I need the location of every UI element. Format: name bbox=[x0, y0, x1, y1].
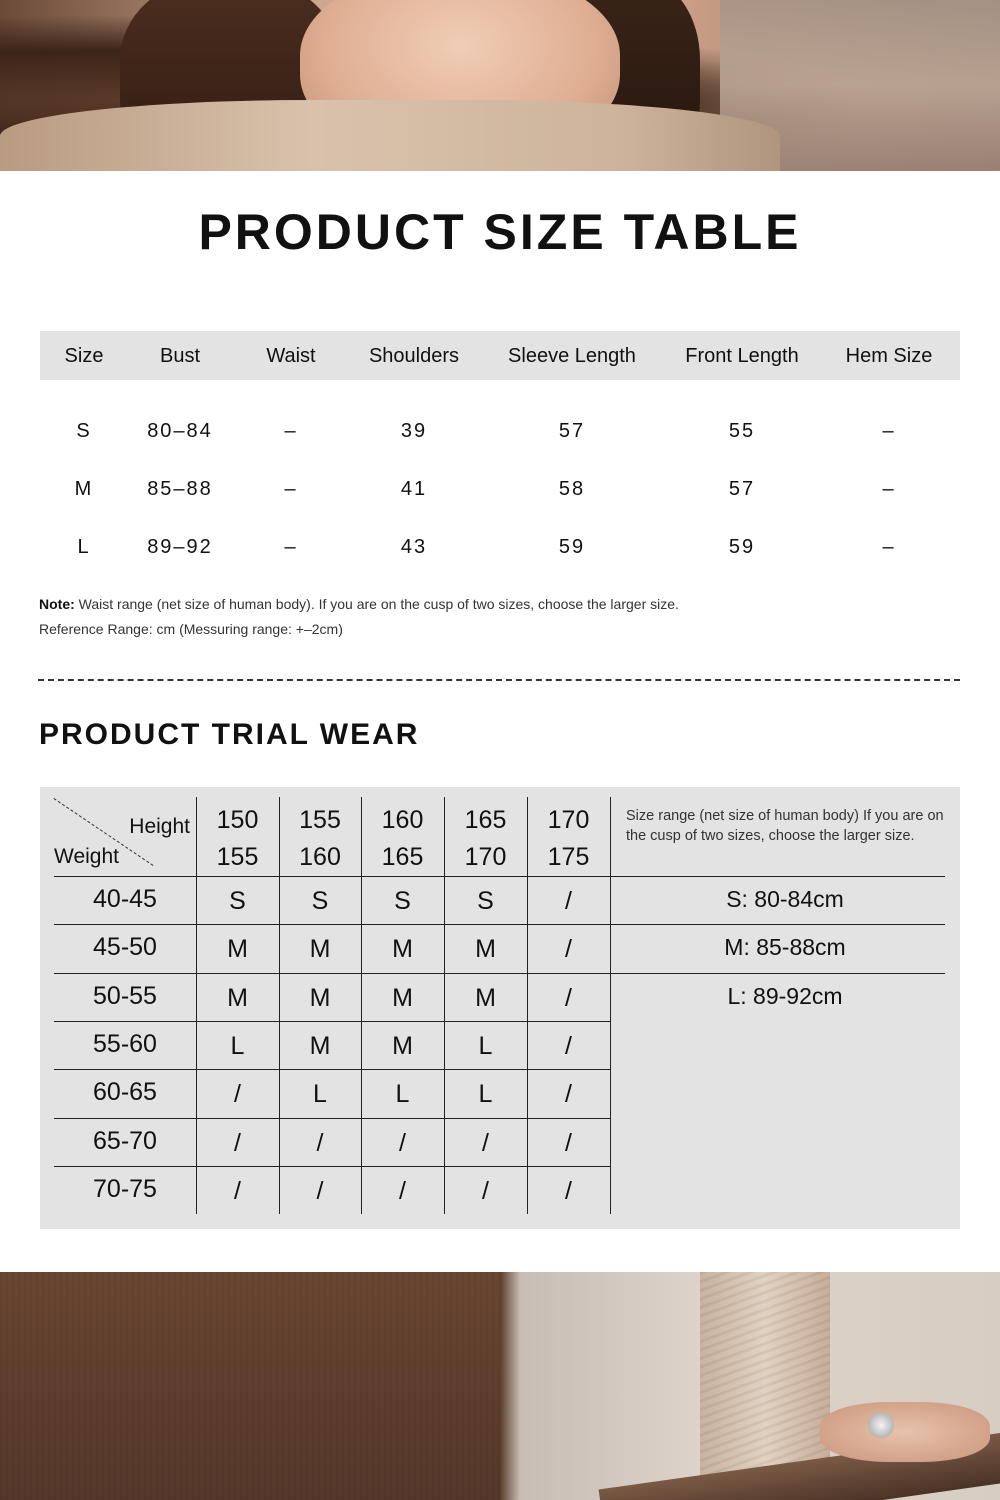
height-range-160 bbox=[361, 802, 444, 876]
weight-range: 65-70 bbox=[93, 1126, 157, 1155]
recommended-size-cell: L bbox=[313, 1080, 327, 1109]
section-divider bbox=[38, 679, 960, 681]
size-cell-sleeve-length: 57 bbox=[558, 420, 586, 442]
recommended-size-cell: / bbox=[399, 1176, 406, 1205]
recommended-size-cell: M bbox=[227, 983, 248, 1012]
recommended-size-cell: S bbox=[229, 887, 246, 915]
corner-height-label: Height bbox=[129, 815, 190, 838]
weight-range: 40-45 bbox=[93, 885, 157, 913]
recommended-size-cell: / bbox=[316, 1176, 324, 1205]
grid-hline bbox=[54, 924, 610, 925]
header-shoulders: Shoulders bbox=[368, 345, 460, 367]
size-cell-shoulders: 39 bbox=[400, 420, 428, 442]
header-sleeve-length: Sleeve Length bbox=[508, 345, 636, 367]
header-waist: Waist bbox=[266, 345, 316, 367]
size-cell-size: S bbox=[76, 420, 92, 442]
recommended-size-cell: / bbox=[482, 1176, 489, 1205]
note-text: Waist range (net size of human body). If you are on the cusp of two sizes, choose the larger size. bbox=[74, 596, 679, 612]
recommended-size-cell: / bbox=[234, 1176, 241, 1205]
reference-range: Reference Range: cm (Messuring range: +–2cm) bbox=[39, 621, 343, 637]
grid-hline bbox=[54, 876, 610, 877]
grid-hline bbox=[54, 1118, 610, 1119]
recommended-size-cell: / bbox=[399, 1128, 406, 1157]
grid-hline bbox=[54, 973, 610, 974]
recommended-size-cell: M bbox=[227, 935, 248, 964]
recommended-size-cell: / bbox=[234, 1080, 241, 1109]
height-range-155 bbox=[279, 802, 361, 876]
recommended-size-cell: L bbox=[478, 1080, 493, 1109]
size-cell-front-length: 57 bbox=[728, 478, 756, 500]
size-range-text: S: 80-84cm bbox=[726, 886, 844, 912]
size-cell-bust: 80–84 bbox=[147, 420, 213, 442]
recommended-size-cell: M bbox=[309, 1031, 331, 1060]
recommended-size-cell: L bbox=[395, 1080, 410, 1109]
weight-range: 50-55 bbox=[93, 981, 157, 1010]
recommended-size-cell: M bbox=[392, 1031, 413, 1060]
recommended-size-cell: / bbox=[565, 983, 572, 1012]
grid-hline bbox=[54, 1069, 610, 1070]
size-cell-front-length: 59 bbox=[728, 536, 756, 558]
recommended-size-cell: / bbox=[316, 1128, 324, 1157]
height-range-top: 160 bbox=[381, 806, 424, 834]
recommended-size-cell: M bbox=[392, 983, 413, 1012]
size-range-hline bbox=[610, 876, 945, 877]
size-cell-waist: – bbox=[284, 536, 298, 558]
height-range-bottom: 165 bbox=[381, 843, 424, 871]
size-cell-waist: – bbox=[284, 420, 298, 442]
recommended-size-cell: / bbox=[565, 935, 572, 964]
recommended-size-cell: / bbox=[565, 1031, 572, 1060]
recommended-size-cell: / bbox=[482, 1128, 489, 1157]
size-cell-hem-size: – bbox=[882, 478, 896, 500]
size-range-text: M: 85-88cm bbox=[724, 934, 846, 961]
header-front-length: Front Length bbox=[685, 345, 799, 367]
recommended-size-cell: L bbox=[478, 1031, 493, 1060]
weight-range: 55-60 bbox=[93, 1029, 157, 1058]
note-label: Note: bbox=[39, 596, 75, 612]
header-bust: Bust bbox=[159, 345, 201, 367]
recommended-size-cell: / bbox=[234, 1128, 241, 1157]
recommended-size-cell: M bbox=[309, 935, 331, 964]
size-range-hline bbox=[610, 973, 945, 974]
size-cell-size: L bbox=[77, 536, 91, 558]
recommended-size-cell: / bbox=[565, 1128, 572, 1157]
size-cell-bust: 89–92 bbox=[147, 536, 213, 558]
recommended-size-cell: M bbox=[475, 935, 496, 964]
recommended-size-cell: / bbox=[565, 1080, 572, 1109]
corner-weight-label: Weight bbox=[54, 845, 119, 868]
height-range-bottom: 155 bbox=[216, 843, 259, 871]
size-range-hline bbox=[610, 924, 945, 925]
recommended-size-cell: L bbox=[230, 1031, 245, 1060]
size-cell-hem-size: – bbox=[882, 420, 896, 442]
bottom-product-photo bbox=[0, 1272, 1000, 1500]
size-range-text: L: 89-92cm bbox=[727, 982, 843, 1009]
size-cell-hem-size: – bbox=[882, 536, 896, 558]
recommended-size-cell: S bbox=[394, 887, 411, 915]
header-hem-size: Hem Size bbox=[845, 345, 933, 367]
height-range-top: 170 bbox=[547, 806, 590, 834]
trial-wear-title: PRODUCT TRIAL WEAR bbox=[39, 718, 420, 751]
height-range-150 bbox=[196, 802, 279, 876]
size-cell-sleeve-length: 59 bbox=[558, 536, 586, 558]
size-note bbox=[39, 596, 679, 612]
height-range-bottom: 175 bbox=[547, 843, 590, 871]
height-range-170 bbox=[527, 802, 610, 876]
size-cell-shoulders: 41 bbox=[400, 478, 428, 500]
recommended-size-cell: M bbox=[392, 935, 413, 964]
size-cell-shoulders: 43 bbox=[400, 536, 428, 558]
weight-range: 60-65 bbox=[93, 1078, 157, 1107]
height-range-top: 155 bbox=[299, 806, 341, 834]
height-range-bottom: 160 bbox=[299, 843, 341, 871]
weight-range: 70-75 bbox=[93, 1174, 157, 1203]
recommended-size-cell: M bbox=[309, 983, 331, 1012]
size-cell-size: M bbox=[74, 478, 94, 500]
recommended-size-cell: S bbox=[311, 887, 329, 915]
recommended-size-cell: S bbox=[477, 887, 494, 915]
recommended-size-cell: / bbox=[565, 1176, 572, 1205]
height-range-top: 150 bbox=[216, 806, 259, 834]
grid-hline bbox=[54, 1021, 610, 1022]
size-cell-sleeve-length: 58 bbox=[558, 478, 586, 500]
size-cell-front-length: 55 bbox=[728, 420, 756, 442]
header-size: Size bbox=[64, 345, 104, 367]
top-product-photo bbox=[0, 0, 1000, 171]
page-title: PRODUCT SIZE TABLE bbox=[198, 204, 802, 260]
size-cell-bust: 85–88 bbox=[147, 478, 213, 500]
size-cell-waist: – bbox=[284, 478, 298, 500]
recommended-size-cell: M bbox=[475, 983, 496, 1012]
height-range-165 bbox=[444, 802, 527, 876]
recommended-size-cell: / bbox=[565, 887, 572, 915]
trial-range-note: Size range (net size of human body) If you are on the cusp of two sizes, choose the larger size. bbox=[626, 808, 944, 844]
height-range-top: 165 bbox=[464, 806, 507, 834]
grid-hline bbox=[54, 1166, 610, 1167]
weight-range: 45-50 bbox=[93, 933, 157, 962]
height-range-bottom: 170 bbox=[464, 843, 507, 871]
